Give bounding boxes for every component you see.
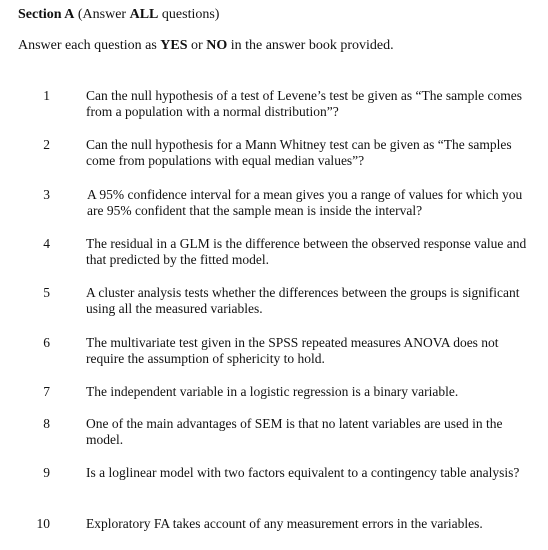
question-text: The independent variable in a logistic regression is a binary variable. — [86, 384, 459, 399]
question-text: Is a loglinear model with two factors equivalent to a contingency table analysis? — [86, 465, 520, 480]
instruction-line — [18, 37, 394, 54]
question-number: 9 — [43, 465, 50, 480]
instruction-mid: or — [187, 38, 207, 53]
question-number: 5 — [43, 285, 50, 300]
section-note-close: questions) — [158, 7, 220, 22]
section-label: Section A — [18, 7, 75, 22]
question-text: Can the null hypothesis of a test of Levene’s test be given as “The sample comes from a population with a normal distribution”? — [86, 88, 523, 119]
question-number: 6 — [43, 335, 50, 350]
question-text: A cluster analysis tests whether the differences between the groups is significant using all the measured variables. — [86, 285, 520, 316]
instruction-post: in the answer book provided. — [227, 38, 394, 53]
question-text: The residual in a GLM is the difference between the observed response value and that predicted by the fitted model. — [86, 236, 527, 267]
question-text: Can the null hypothesis for a Mann Whitney test can be given as “The samples come from populations with equal median values”? — [86, 137, 512, 168]
section-heading — [18, 6, 219, 23]
question-number: 4 — [43, 236, 50, 251]
question-number: 1 — [43, 88, 50, 103]
question-number: 10 — [36, 516, 50, 531]
question-text: A 95% confidence interval for a mean gives you a range of values for which you are 95% confident that the sample mean is inside the interval? — [87, 187, 523, 218]
section-note-open: (Answer — [77, 7, 130, 22]
instruction-yes: YES — [160, 38, 188, 53]
instruction-pre: Answer each question as — [18, 38, 161, 53]
question-number: 3 — [43, 187, 50, 202]
question-number: 7 — [43, 384, 50, 399]
question-number: 2 — [43, 137, 50, 152]
section-note-bold: ALL — [129, 7, 159, 22]
question-text: One of the main advantages of SEM is that no latent variables are used in the model. — [86, 416, 503, 447]
question-text: The multivariate test given in the SPSS repeated measures ANOVA does not require the assumption of sphericity to hold. — [86, 335, 499, 366]
question-text: Exploratory FA takes account of any measurement errors in the variables. — [86, 516, 483, 531]
instruction-no: NO — [206, 38, 228, 53]
question-number: 8 — [43, 416, 50, 431]
